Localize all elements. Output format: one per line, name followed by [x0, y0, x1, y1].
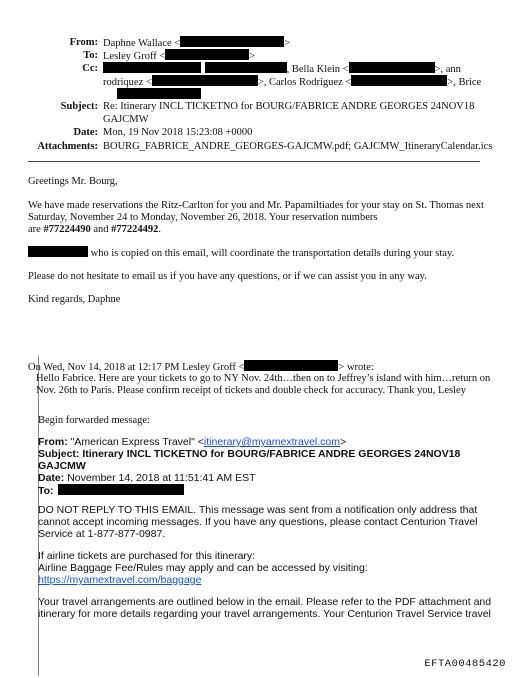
redaction-box — [103, 62, 201, 73]
cc-line-1: , Bella Klein < >, ann — [103, 62, 461, 76]
baggage-link-row — [38, 574, 201, 587]
from-value: Daphne Wallace < > — [103, 38, 291, 49]
paragraph-line: Saturday, November 24 to Monday, November 26, 2018. Your reservation numbers — [28, 212, 378, 223]
paragraph-coordinator: who is copied on this email, will coordinate the transportation details during your stay. — [28, 246, 454, 260]
reply-attribution: On Wed, Nov 14, 2018 at 12:17 PM Lesley Groff < > wrote: — [28, 362, 374, 373]
reply-line: Nov. 26th to Paris. Please confirm receipt of tickets and double check for accuracy. Thank you, Lesley — [36, 385, 466, 396]
paragraph-line: We have made reservations the Ritz-Carlton for you and Mr. Papamiltiades for your stay on St. Thomas next — [28, 200, 484, 211]
date-label: Date: — [73, 127, 98, 138]
fwd-from: From: "American Express Travel" <itinerary@myamextravel.com> — [38, 436, 347, 448]
reservation-number: #77224490 — [43, 224, 91, 235]
paragraph-line: are #77224490 and #77224492. — [28, 224, 161, 235]
cc-label: Cc: — [82, 63, 98, 74]
redaction-box — [180, 36, 284, 47]
airline-line: Airline Baggage Fee/Rules may apply and can be accessed by visiting: — [38, 562, 368, 574]
redaction-box — [152, 75, 258, 86]
redaction-box — [58, 484, 184, 495]
signoff: Kind regards, Daphne — [28, 294, 121, 305]
paragraph-questions: Please do not hesitate to email us if you have any questions, or if we can assist you in any way. — [28, 271, 427, 282]
subject-line-2: GAJCMW — [103, 114, 149, 125]
document-id: EFTA00485420 — [424, 658, 506, 670]
redaction-box — [165, 49, 249, 60]
header-divider — [28, 161, 480, 162]
reply-line: Hello Fabrice. Here are your tickets to go to NY Nov. 24th…then on to Jeffrey’s island with him…return on — [36, 373, 491, 384]
cc-line-2: rodriquez < >, Carlos Rodriguez < >, Brice — [103, 77, 482, 88]
subject-label: Subject: — [60, 101, 98, 112]
noreply-line: cannot accept incoming messages. If you have any questions, please contact Centurion Travel — [38, 516, 478, 528]
begin-forwarded: Begin forwarded message: — [38, 415, 150, 426]
arrangements-line: Your travel arrangements are outlined below in the email. Please refer to the PDF attachment and — [38, 596, 492, 608]
noreply-line: Service at 1-877-877-0987. — [38, 528, 166, 540]
redaction-box — [28, 246, 88, 257]
redaction-box — [205, 62, 287, 73]
noreply-line: DO NOT REPLY TO THIS EMAIL. This message was sent from a notification only address that — [38, 504, 478, 516]
fwd-date: Date: November 14, 2018 at 11:51:41 AM EST — [38, 472, 256, 484]
to-value: Lesley Groff < > — [103, 51, 256, 62]
from-label: From: — [69, 37, 98, 48]
arrangements-line: itinerary for more details regarding your travel arrangements. Your Centurion Travel Service travel — [38, 608, 491, 620]
airline-line: If airline tickets are purchased for this itinerary: — [38, 550, 256, 562]
reservation-number: #77224492 — [111, 224, 159, 235]
baggage-link[interactable]: https://myamextravel.com/baggage — [38, 574, 202, 586]
redaction-box — [349, 62, 435, 73]
fwd-subject-line-1: Subject: Itinerary INCL TICKETNO for BOURG/FABRICE ANDRE GEORGES 24NOV18 — [38, 448, 461, 460]
attachments-value: BOURG_FABRICE_ANDRE_GEORGES-GAJCMW.pdf; GAJCMW_ItineraryCalendar.ics — [103, 141, 493, 152]
fwd-to: To: — [38, 484, 184, 498]
fwd-from-email-link[interactable]: itinerary@myamextravel.com — [203, 436, 340, 448]
date-value: Mon, 19 Nov 2018 15:23:08 +0000 — [103, 127, 253, 138]
fwd-subject-line-2: GAJCMW — [38, 460, 86, 472]
subject-line-1: Re: Itinerary INCL TICKETNO for BOURG/FABRICE ANDRE GEORGES 24NOV18 — [103, 101, 475, 112]
redaction-box — [117, 88, 201, 99]
to-label: To: — [83, 50, 98, 61]
greeting: Greetings Mr. Bourg, — [28, 176, 118, 187]
attachments-label: Attachments: — [37, 141, 98, 152]
redaction-box — [351, 75, 447, 86]
